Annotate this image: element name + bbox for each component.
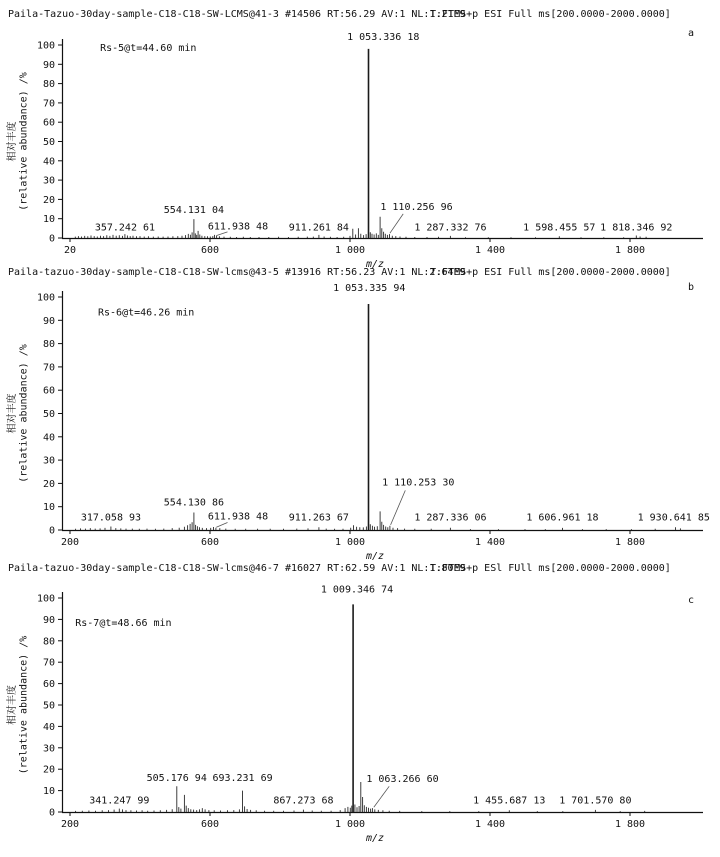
panel-c-header [0,562,720,576]
panel-letter: b [687,282,694,293]
spectrum-header-b: Paila-tazuo-30day-sample-C18-C18-SW-lcms@43-5 #13916 RT:56.23 AV:1 NL:2.64E9 [8,267,466,278]
scan-filter-b: T:FTMS+p ESI Full ms[200.0000-2000.0000] [430,267,671,278]
peak-label: 1 606.961 18 [526,512,599,524]
peak-label: 1 053.336 18 [347,32,420,44]
y-tick-label: 90 [42,315,55,327]
y-tick-label: 100 [36,40,55,52]
peak-label: 693.231 69 [212,772,273,784]
y-tick-label: 40 [42,432,55,444]
x-tick-label: 1 800 [614,819,646,830]
y-axis-title: 相对丰度(relative abundance) /% [7,635,30,775]
panel-c [0,562,720,848]
peak-label: 341.247 99 [89,795,150,807]
peak-label: 911.261 84 [288,222,349,234]
peak-label: 1 110.253 30 [382,477,455,489]
spectrum-plot-a [0,22,720,268]
panel-letter: c [687,595,694,606]
peak-label: 1 930.641 85 [637,512,710,524]
y-tick-label: 50 [42,409,55,420]
y-tick-label: 10 [42,502,55,514]
x-tick-label: 600 [200,819,220,830]
x-tick-label: 200 [60,537,80,548]
y-tick-label: 80 [42,79,55,91]
label-leader-line [390,214,403,233]
peak-label: 1 110.256 96 [380,202,453,214]
x-tick-label: 600 [200,245,220,256]
peak-label: 1 053.335 94 [333,283,406,295]
x-tick-label: 1 400 [474,245,506,256]
scan-filter-c: T:FTMS+p ESl FUll ms[200.0000-2000.0000] [430,563,671,574]
x-tick-label: 600 [200,537,220,548]
y-tick-label: 60 [42,385,55,397]
y-tick-label: 30 [42,743,55,755]
peak-label: 611.938 48 [207,511,269,523]
panel-b [0,266,720,564]
peak-label: 1 701.570 80 [559,795,632,807]
x-tick-label: 200 [60,819,80,830]
y-tick-label: 20 [42,478,55,490]
panel-a [0,8,720,268]
y-tick-label: 90 [42,614,55,626]
y-tick-label: 40 [42,156,55,168]
x-tick-label: 1 000 [334,537,366,548]
peak-label: 1 455.687 13 [473,795,546,807]
retention-time-annotation: Rs-7@t=48.66 min [75,617,172,629]
scan-filter-a: T:FTMS+p ESI Full ms[200.0000-2000.0000] [430,9,671,20]
spectrum-plot-b [0,280,720,564]
spectrum-plot-c [0,576,720,848]
y-tick-label: 100 [36,593,55,605]
peak-label: 317.058 93 [80,512,142,524]
peak-label: 357.242 61 [94,222,156,234]
peak-label: 1 009.346 74 [320,584,394,596]
y-tick-label: 70 [42,657,55,669]
y-tick-label: 30 [42,175,55,187]
x-axis-title: m/z [365,259,385,268]
peak-label: 554.131 04 [163,204,225,216]
x-tick-label: 1 800 [614,245,646,256]
peak-label: 1 598.455 57 [523,222,596,234]
y-tick-label: 60 [42,679,55,691]
label-leader-line [216,523,227,528]
y-tick-label: 0 [48,233,55,245]
y-tick-label: 0 [48,525,55,537]
y-tick-label: 100 [36,292,55,304]
y-tick-label: 10 [42,214,55,226]
peak-label: 911.263 67 [288,512,349,524]
y-tick-label: 50 [42,137,55,148]
y-axis-title: 相对丰度(relative abundance) /% [7,344,30,483]
x-tick-label: 1 400 [474,819,506,830]
label-leader-line [374,786,389,807]
label-leader-line [391,490,406,524]
y-tick-label: 70 [42,98,55,110]
retention-time-annotation: Rs-5@t=44.60 min [100,42,197,54]
x-tick-label: 1 000 [334,245,366,256]
y-tick-label: 50 [42,700,55,712]
y-tick-label: 20 [42,764,55,776]
y-tick-label: 70 [42,362,55,374]
peak-label: 611.938 48 [207,221,269,233]
y-tick-label: 80 [42,636,55,648]
peak-label: 867.273 68 [273,795,334,807]
y-tick-label: 60 [42,117,55,129]
y-tick-label: 40 [42,721,55,733]
y-tick-label: 0 [48,807,55,819]
y-tick-label: 90 [42,59,55,71]
x-axis-title: m/z [365,551,385,562]
x-tick-label: 1 400 [474,537,506,548]
peak-label: 1 287.336 06 [414,512,487,524]
peak-label: 554.130 86 [163,497,225,509]
panel-letter: a [687,28,694,39]
y-tick-label: 80 [42,339,55,351]
panel-b-header [0,266,720,280]
panel-a-header [0,8,720,22]
y-tick-label: 10 [42,786,55,798]
peak-label: 505.176 94 [146,772,207,784]
spectrum-header-c: Paila-tazuo-30day-sample-C18-C18-SW-lcms@46-7 #16027 RT:62.59 AV:1 NL:1.80E9 [8,563,466,574]
peak-label: 1 063.266 60 [366,774,439,786]
y-axis-title: 相对丰度(relative abundance) /% [7,72,30,211]
peak-label: 1 287.332 76 [414,222,487,234]
y-tick-label: 30 [42,455,55,467]
x-axis-title: m/z [365,833,385,844]
x-tick-label: 1 000 [334,819,366,830]
x-tick-label: 1 800 [614,537,646,548]
y-tick-label: 20 [42,194,55,206]
retention-time-annotation: Rs-6@t=46.26 min [98,307,195,319]
label-leader-line [216,232,227,236]
x-tick-label: 20 [63,245,77,256]
spectrum-header-a: Paila-Tazuo-30day-sample-C18-C18-SW-LCMS@41-3 #14506 RT:56.29 AV:1 NL:1.21E9 [8,9,466,20]
peak-label: 1 818.346 92 [600,222,673,234]
